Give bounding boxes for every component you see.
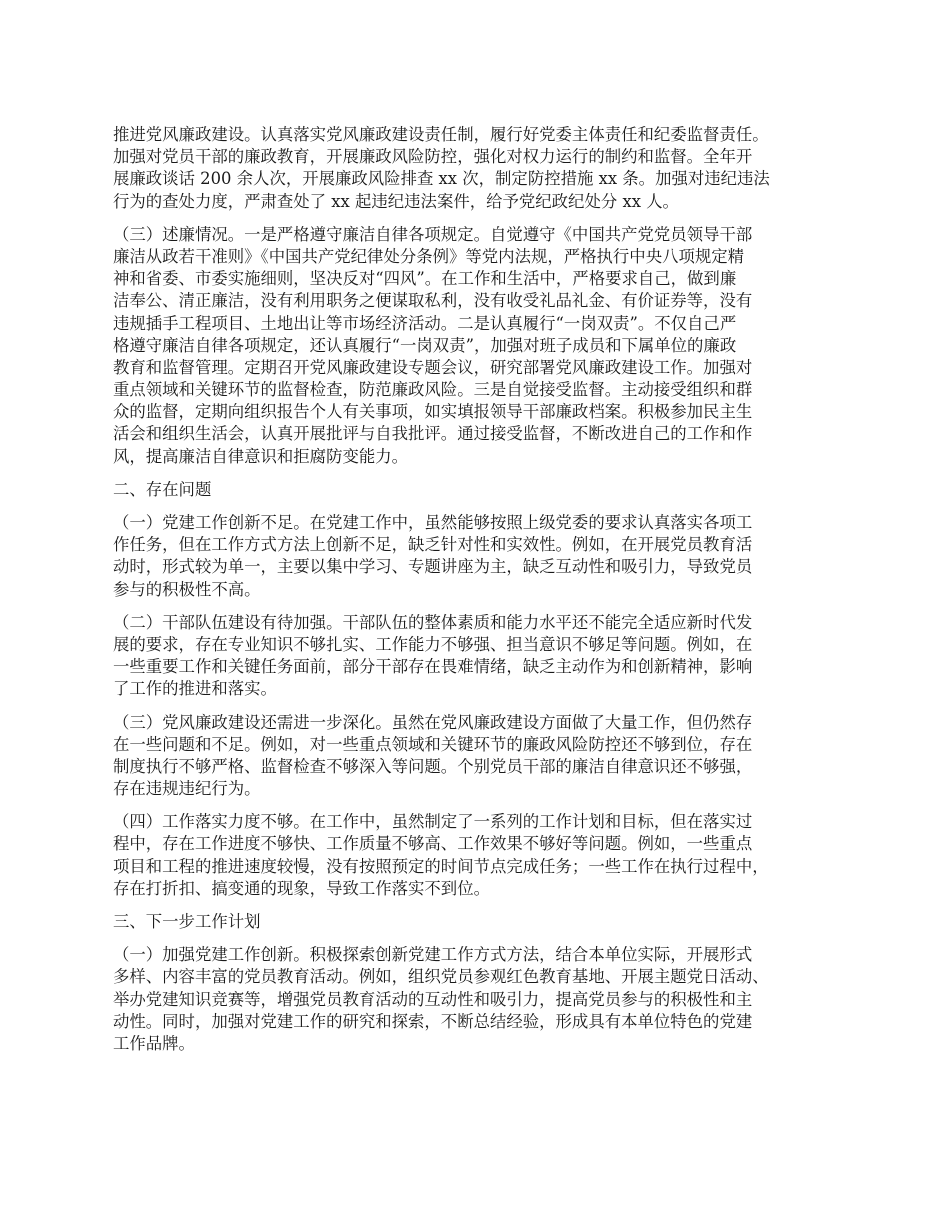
text-line: （四）工作落实力度不够。在工作中，虽然制定了一系列的工作计划和目标，但在落实过 (113, 812, 753, 832)
text-line: 洁奉公、清正廉洁，没有利用职务之便谋取私利，没有收受礼品礼金、有价证券等，没有 (113, 291, 753, 311)
body-paragraph (113, 612, 858, 701)
body-paragraph (113, 224, 858, 468)
text-line: 制度执行不够严格、监督检查不够深入等问题。个别党员干部的廉洁自律意识还不够强， (113, 756, 753, 776)
text-line: （三）党风廉政建设还需进一步深化。虽然在党风廉政建设方面做了大量工作，但仍然存 (113, 712, 753, 732)
text-line: 举办党建知识竞赛等，增强党员教育活动的互动性和吸引力，提高党员参与的积极性和主 (113, 989, 753, 1009)
text-line: （三）述廉情况。一是严格遵守廉洁自律各项规定。自觉遵守《中国共产党党员领导干部 (113, 224, 753, 244)
text-line: 工作品牌。 (113, 1033, 195, 1053)
text-line: 存在违规违纪行为。 (113, 779, 261, 799)
text-line: 动性。同时，加强对党建工作的研究和探索，不断总结经验，形成具有本单位特色的党建 (113, 1011, 753, 1031)
text-line: 二、存在问题 (113, 479, 212, 499)
text-line: （一）党建工作创新不足。在党建工作中，虽然能够按照上级党委的要求认真落实各项工 (113, 513, 753, 532)
text-line: 行为的查处力度，严肃查处了 xx 起违纪违法案件，给予党纪政纪处分 xx 人。 (113, 191, 679, 211)
text-line: 在一些问题和不足。例如，对一些重点领域和关键环节的廉政风险防控还不够到位，存在 (113, 734, 753, 754)
text-line: 多样、内容丰富的党员教育活动。例如，组织党员参观红色教育基地、开展主题党日活动、 (113, 967, 769, 987)
text-line: 推进党风廉政建设。认真落实党风廉政建设责任制，履行好党委主体责任和纪委监督责任。 (113, 125, 769, 144)
body-paragraph (113, 512, 858, 601)
text-line: 教育和监督管理。定期召开党风廉政建设专题会议，研究部署党风廉政建设工作。加强对 (113, 357, 753, 377)
text-line: 重点领域和关键环节的监督检查，防范廉政风险。三是自觉接受监督。主动接受组织和群 (113, 380, 753, 400)
text-line: 廉洁从政若干准则》《中国共产党纪律处分条例》等党内法规，严格执行中央八项规定精 (113, 246, 745, 266)
text-line: （二）干部队伍建设有待加强。干部队伍的整体素质和能力水平还不能完全适应新时代发 (113, 612, 753, 632)
text-line: 程中，存在工作进度不够快、工作质量不够高、工作效果不够好等问题。例如，一些重点 (113, 834, 753, 854)
section-heading (113, 911, 858, 933)
text-line: （一）加强党建工作创新。积极探索创新党建工作方式方法，结合本单位实际，开展形式 (113, 945, 753, 965)
text-line: 风，提高廉洁自律意识和拒腐防变能力。 (113, 446, 409, 466)
text-line: 展的要求，存在专业知识不够扎实、工作能力不够强、担当意识不够足等问题。例如，在 (113, 634, 753, 654)
text-line: 三、下一步工作计划 (113, 912, 261, 931)
text-line: 作任务，但在工作方式方法上创新不足，缺乏针对性和实效性。例如，在开展党员教育活 (113, 535, 753, 555)
section-heading (113, 479, 858, 501)
text-line: 加强对党员干部的廉政教育，开展廉政风险防控，强化对权力运行的制约和监督。全年开 (113, 147, 753, 167)
body-paragraph (113, 944, 858, 1055)
body-paragraph (113, 124, 858, 213)
text-line: 一些重要工作和关键任务面前，部分干部存在畏难情绪，缺乏主动作为和创新精神，影响 (113, 657, 753, 677)
body-paragraph (113, 712, 858, 801)
text-line: 活会和组织生活会，认真开展批评与自我批评。通过接受监督，不断改进自己的工作和作 (113, 424, 753, 444)
text-line: 神和省委、市委实施细则，坚决反对“四风”。在工作和生活中，严格要求自己，做到廉 (113, 269, 737, 289)
body-paragraph (113, 811, 858, 900)
text-line: 违规插手工程项目、土地出让等市场经济活动。二是认真履行“一岗双责”。不仅自己严 (113, 313, 737, 333)
text-line: 众的监督，定期向组织报告个人有关事项，如实填报领导干部廉政档案。积极参加民主生 (113, 402, 753, 422)
text-line: 存在打折扣、搞变通的现象，导致工作落实不到位。 (113, 878, 490, 898)
text-line: 格遵守廉洁自律各项规定，还认真履行“一岗双责”，加强对班子成员和下属单位的廉政 (113, 335, 737, 355)
text-line: 项目和工程的推进速度较慢，没有按照预定的时间节点完成任务；一些工作在执行过程中， (113, 856, 769, 876)
text-line: 动时，形式较为单一，主要以集中学习、专题讲座为主，缺乏互动性和吸引力，导致党员 (113, 557, 753, 577)
text-line: 了工作的推进和落实。 (113, 679, 277, 699)
document-page (113, 124, 858, 1066)
text-line: 参与的积极性不高。 (113, 579, 261, 599)
text-line: 展廉政谈话 200 余人次，开展廉政风险排查 xx 次，制定防控措施 xx 条。加强对违纪违法 (113, 169, 770, 189)
